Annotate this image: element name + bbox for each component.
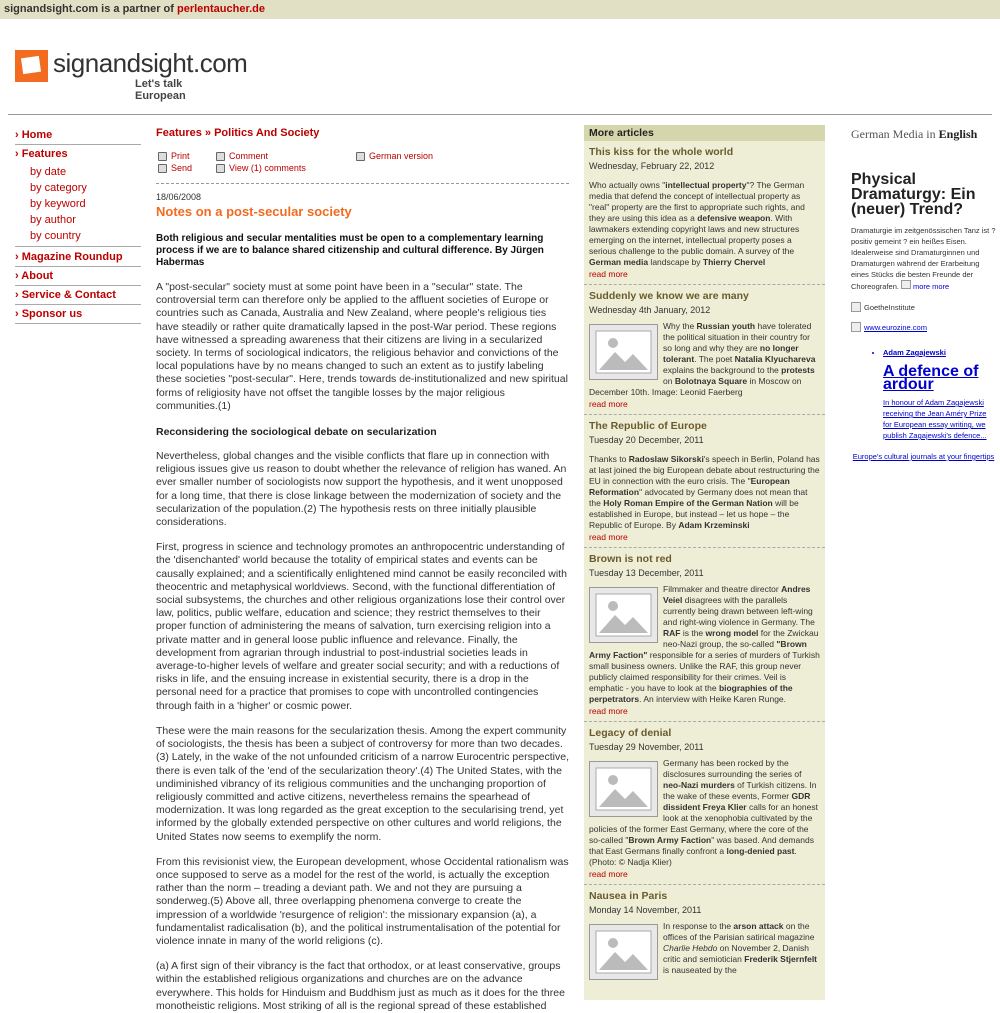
read-more-link[interactable]: read more	[589, 869, 628, 879]
read-more-link[interactable]: read more	[589, 532, 628, 542]
teaser-body: Germany has been rocked by the disclosures surrounding the series of neo-Nazi murders of Turkish citizens. In the wake of these events, Former GDR dissident Freya Klier calls for an honest look at the xenophobia cultivated by the policies of the former East Germany, where the core of the so-called "Brown Army Faction" was based. And demands that East Germans finally confront a long-denied past. (Photo: © Nadja Klier)	[589, 758, 818, 867]
article-teaser	[584, 146, 825, 285]
print-link[interactable]	[158, 151, 190, 161]
more-articles-header: More articles	[584, 125, 825, 141]
teaser-date: Tuesday 13 December, 2011	[589, 568, 704, 578]
eurozine-logo-icon	[851, 322, 861, 332]
journals-link[interactable]: Europe's cultural journals at your fingertips	[852, 452, 995, 461]
logo-name: signandsight.com	[53, 48, 248, 78]
goethe-link[interactable]	[851, 302, 996, 312]
article-teaser	[584, 290, 825, 415]
goethe-logo-icon	[851, 302, 861, 312]
article-lead: Both religious and secular mentalities must be open to a complementary learning process if we are to balance shared citizenship and cultural difference. By Jürgen Habermas	[156, 233, 544, 268]
teaser-title[interactable]: This kiss for the whole world	[589, 146, 734, 158]
nav-features[interactable]: › Features	[15, 148, 68, 160]
promo-text	[851, 225, 996, 292]
teaser-title[interactable]: Legacy of denial	[589, 727, 672, 739]
print-icon	[158, 152, 167, 161]
image-placeholder-icon[interactable]	[589, 587, 658, 643]
feature-intro-link[interactable]: In honour of Adam Zagajewski receiving the Jean Améry Prize for European essay writing, we publish Zagajewski's defence...	[883, 398, 987, 440]
logo-icon	[15, 50, 48, 82]
nav-by-author[interactable]: by author	[30, 214, 76, 226]
article-divider	[156, 183, 569, 184]
teaser-body: Why the Russian youth have tolerated the political situation in their country for so long and why they are no longer tolerant. The poet Natalia Klyuchareva explains the background to the protests on Bolotnaya Square in Moscow on December 10th. Image: Leonid Faerberg	[589, 321, 816, 397]
logo-tagline: Let's talk European	[135, 78, 186, 102]
send-label: Send	[171, 163, 193, 173]
view-comments-link[interactable]	[216, 163, 306, 173]
article-teaser	[584, 420, 825, 548]
more-link[interactable]: more	[912, 282, 931, 291]
teaser-title[interactable]: The Republic of Europe	[589, 420, 707, 432]
image-placeholder-icon[interactable]	[589, 924, 658, 980]
paragraph: A "post-secular" society must at some point have been in a "secular" state. The controversial term can therefore only be applied to the affluent societies of Europe or countries such as Canada, Australia and New Zealand, where people's religious ties have steadily or rather quite dramatically lapsed in the post-War period. These regions have witnessed a spreading awareness that their citizens are living in a secularized society. In terms of sociological indicators, the religious behavior and convictions of the local populations have by no means changed to such an extent as to justify labeling these societies "post-secular". Here, trends towards de-institutionalized and new spiritual forms of religiosity have not offset the tangible losses by the major religious communities.(1)	[156, 281, 568, 412]
teaser-body: In response to the arson attack on the offices of the Parisian satirical magazine Charlie Hebdo on November 2, Danish critic and semiotician Frederik Stjernfelt is nauseated by the	[589, 921, 820, 976]
eurozine-feature	[883, 348, 996, 441]
teaser-date: Wednesday, February 22, 2012	[589, 161, 715, 171]
document-icon	[356, 152, 365, 161]
breadcrumb[interactable]: Features » Politics And Society	[156, 127, 320, 139]
read-more-link[interactable]: read more	[589, 269, 628, 279]
nav-home[interactable]: › Home	[15, 127, 141, 145]
site-logo[interactable]	[15, 48, 248, 102]
german-media-text: German Media in	[851, 127, 936, 141]
paragraph: First, progress in science and technology promotes an anthropocentric understanding of the 'disenchanted' world because the totality of empirical states and events can be causally explained; and a scientifically enlightened mind cannot be easily reconciled with theocentric and metaphysical worldviews. Second, with the functional differentiation of social subsystems, the churches and other religious organizations lose their control over law, politics, public welfare, education and science; they restrict themselves to their proper function of administering the means of salvation, turn exercising religion into a private matter and in general loose public influence and relevance. Finally, the development from agrarian through industrial to post-industrial societies leads in average-to-higher levels of welfare and greater social security; and with a reductions of risks in life, and the ensuing increase in existential security, there is a drop in the personal need for a practice that promises to cope with uncontrolled contingencies through faith in a 'higher' or cosmic power.	[156, 541, 567, 712]
author-link[interactable]: Adam Zagajewski	[883, 348, 946, 357]
goethe-label: GoetheInstitute	[864, 302, 915, 312]
article-title: Notes on a post-secular society	[156, 204, 352, 219]
german-version-label: German version	[369, 151, 434, 161]
partner-bar	[0, 0, 1000, 19]
partner-link[interactable]: perlentaucher.de	[176, 3, 266, 15]
article-teaser	[584, 890, 825, 981]
send-link[interactable]	[158, 163, 192, 173]
nav-service-contact[interactable]: › Service & Contact	[15, 287, 141, 305]
promo-title[interactable]: Physical Dramaturgy: Ein (neuer) Trend?	[851, 171, 976, 218]
comment-link[interactable]	[216, 151, 268, 161]
teaser-body: Filmmaker and theatre director Andres Veiel disagrees with the parallels currently being drawn between left-wing and right-wing violence in Germany. The RAF is the wrong model for the Zwickau neo-Nazi group, the so-called "Brown Army Faction" responsible for a series of murders of Turkish small business owners. Unlike the RAF, this group never publicly claimed responsibility for their crimes. Veil is emphatic - you have to look at the biographies of the perpetrators. An interview with Heike Karen Runge.	[589, 584, 820, 704]
article-teaser	[584, 727, 825, 885]
nav-sponsor[interactable]: › Sponsor us	[15, 306, 141, 324]
nav-by-country[interactable]: by country	[15, 228, 141, 247]
view-comments-label: View (1) comments	[229, 163, 306, 173]
eurozine-link[interactable]	[851, 322, 996, 332]
article-tools	[156, 151, 569, 177]
nav-by-keyword[interactable]: by keyword	[30, 198, 86, 210]
english-text: English	[938, 127, 978, 141]
teaser-date: Tuesday 29 November, 2011	[589, 742, 704, 752]
paragraph: (a) A first sign of their vibrancy is the fact that orthodox, or at least conservative, groups within the established religious organizations and churches are on the advance everywhere. This holds for Hinduism and Buddhism just as much as it does for the three monotheistic religions. Most striking of all is the regional spread of these established	[156, 960, 565, 1012]
read-more-link[interactable]: read more	[589, 706, 628, 716]
article-teaser	[584, 553, 825, 722]
eurozine-label: www.eurozine.com	[864, 322, 927, 332]
teaser-date: Wednesday 4th January, 2012	[589, 305, 711, 315]
nav-by-date[interactable]: by date	[30, 166, 67, 178]
promo-body: Dramaturgie im zeitgenössischen Tanz ist ? positiv gemeint ? ein heißes Eisen. Idealerweise sind Dramaturginnen und Dramaturgen während der Erarbeitung eines Stücks die besten Freunde der Choreografen.	[851, 226, 996, 291]
read-more-link[interactable]: read more	[589, 399, 628, 409]
paragraph: Nevertheless, global changes and the visible conflicts that flare up in connection with religious issues give us reason to doubt whether the relevance of religion has waned. An ever smaller number of sociologists now support the hypothesis, and it went unopposed for a long time, that there is close linkage between the modernization of society and the secularization of the population.(2) The hypothesis rests on three initially plausible considerations.	[156, 450, 567, 529]
article	[156, 127, 569, 1013]
paragraph: From this revisionist view, the European development, whose Occidental rationalism was once supposed to serve as a model for the rest of the world, is actually the exception rather than the norm – treading a deviant path. We and not they are pursuing a sonderweg.(5) Above all, three overlapping phenomena converge to create the impression of a worldwide 'resurgence of religion': the missionary expansion (a), a fundamentalist radicalisation (b), and the political instrumentalisation of the potential for violence innate in many of the world religions (c).	[156, 855, 569, 947]
header-divider	[8, 114, 992, 115]
list-item	[883, 348, 996, 441]
article-date: 18/06/2008	[156, 192, 202, 202]
image-placeholder-icon[interactable]	[589, 761, 658, 817]
main-nav	[15, 127, 141, 325]
comments-icon	[216, 164, 225, 173]
right-sidebar	[851, 127, 996, 462]
paragraph: These were the main reasons for the secularization thesis. Among the expert community of sociologists, the thesis has been a subject of controversy for more than two decades.(3) Lately, in the wake of the not unfounded criticism of a narrow Eurocentric perspective, there is even talk of the 'end of the secularization theory'.(4) The United States, with the undiminished vibrancy of its religious communities and the unchanging proportion of religiously committed and active citizens, nevertheless remains the spearhead of modernization. It was long regarded as the great exception to the secularising trend, yet informed by the globally extended perspective on other cultures and world religions, the United States now seems to exemplify the norm.	[156, 724, 570, 843]
teaser-title[interactable]: Nausea in Paris	[589, 890, 668, 902]
teaser-body: Thanks to Radoslaw Sikorski's speech in Berlin, Poland has at last joined the big European debate about restructuring the EU in connection with the euro crisis. The "European Reformation" advocated by Germany does not mean that the Holy Roman Empire of the German Nation will be established in Europe, but instead – let us hope – the Republic of Europe. By Adam Krzeminski	[589, 454, 820, 530]
comment-icon	[216, 152, 225, 161]
more-articles-panel	[584, 125, 825, 1000]
partner-text: signandsight.com is a partner of	[4, 3, 174, 15]
comment-label: Comment	[229, 151, 269, 161]
nav-about[interactable]: › About	[15, 268, 141, 286]
print-label: Print	[171, 151, 190, 161]
nav-by-category[interactable]: by category	[30, 182, 87, 194]
broken-image-icon	[901, 280, 911, 289]
teaser-title[interactable]: Brown is not red	[589, 553, 672, 565]
teaser-date: Tuesday 20 December, 2011	[589, 435, 704, 445]
more-link-2[interactable]: more	[932, 282, 950, 291]
mail-icon	[158, 164, 167, 173]
image-placeholder-icon[interactable]	[589, 324, 658, 380]
nav-magazine-roundup[interactable]: › Magazine Roundup	[15, 249, 141, 267]
section-heading: Reconsidering the sociological debate on secularization	[156, 426, 437, 439]
german-version-link[interactable]	[356, 151, 433, 161]
teaser-body: Who actually owns "intellectual property"? The German media that defend the concept of intellectual property as "real" property are the first to appropriate such rights, and they are using this idea as a defensive weapon. With lawmakers extending copyright laws and new structures emerging on the internet, intellectual property poses a serious challenge to the public domain. A survey of the German media landscape by Thierry Chervel	[589, 180, 805, 267]
teaser-date: Monday 14 November, 2011	[589, 905, 702, 915]
teaser-title[interactable]: Suddenly we know we are many	[589, 290, 749, 302]
feature-title-link[interactable]: A defence of ardour	[883, 363, 979, 393]
german-media-logo[interactable]	[851, 127, 996, 142]
